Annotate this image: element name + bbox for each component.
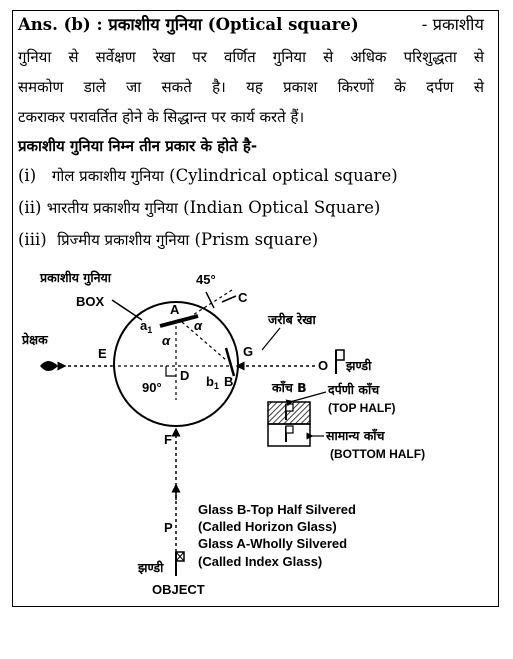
type-item-3: (iii) प्रिज्मीय प्रकाशीय गुनिया (Prism square) <box>18 230 319 249</box>
heading-line-1-rest: - प्रकाशीय <box>421 15 484 34</box>
horizon-glass-b <box>226 348 234 376</box>
types-subheading: प्रकाशीय गुनिया निम्न तीन प्रकार के होते है- <box>18 137 258 155</box>
point-p-label: P <box>164 520 173 535</box>
eye-icon <box>40 361 58 371</box>
point-a-label: A <box>170 302 180 317</box>
chain-line-leader <box>262 328 280 350</box>
type-item-2: (ii) भारतीय प्रकाशीय गुनिया (Indian Optical Square) <box>18 198 381 217</box>
answer-label: Ans. (b) : प्रकाशीय गुनिया (Optical square) <box>18 15 359 34</box>
point-g-label: G <box>243 344 254 359</box>
point-c-label: C <box>238 290 248 305</box>
point-b1-label: $b_1$ <box>206 374 219 391</box>
heading-line-2: गुनिया से सर्वेक्षण रेखा पर वर्णित गुनिया से अधिक परिशुद्धता से <box>18 48 484 66</box>
bottom-half-label: (BOTTOM HALF) <box>330 447 426 461</box>
angle-90-label: 90° <box>142 380 162 395</box>
point-e-label: E <box>98 346 107 361</box>
glass-b-flag-bottom <box>286 426 293 433</box>
glass-b-label: काँच B <box>272 380 307 395</box>
top-half-label: (TOP HALF) <box>328 401 396 415</box>
point-a1-label: $a_1$ <box>140 318 153 335</box>
object-label: OBJECT <box>152 582 205 597</box>
alpha-label-2: α <box>162 333 171 348</box>
ranging-rod-label-right: झण्डी <box>346 358 372 373</box>
right-angle-mark <box>166 366 176 376</box>
point-b-label: B <box>224 374 234 389</box>
box-hindi-label: प्रकाशीय गुनिया <box>40 270 111 285</box>
point-d-label: D <box>180 368 190 383</box>
ray-a-b <box>182 322 226 360</box>
note-line-4: (Called Index Glass) <box>198 554 323 569</box>
observer-label: प्रेक्षक <box>22 332 48 347</box>
note-line-2: (Called Horizon Glass) <box>198 519 337 534</box>
heading-line-4: टकराकर परावर्तित होने के सिद्धान्त पर कार्य करते हैं। <box>18 108 305 126</box>
index-glass-a <box>160 316 198 326</box>
type-item-1: (i) गोल प्रकाशीय गुनिया (Cylindrical optical square) <box>18 166 398 185</box>
mirror-glass-label: दर्पणी काँच <box>328 382 380 397</box>
angle-45-tick <box>206 292 214 308</box>
point-o-label: O <box>318 358 329 373</box>
box-leader-line <box>112 300 142 320</box>
note-line-1: Glass B-Top Half Silvered <box>198 502 356 517</box>
angle-45-label: 45° <box>196 272 216 287</box>
ranging-rod-icon <box>336 350 344 374</box>
point-f-label: F <box>164 432 172 447</box>
note-line-3: Glass A-Wholly Silvered <box>198 536 348 551</box>
object-ranging-rod-icon <box>176 552 184 576</box>
heading-line-3: समकोण डाले जा सकते है। यह प्रकाश किरणों के दर्पण से <box>18 78 484 96</box>
normal-glass-label: सामान्य काँच <box>326 428 385 443</box>
chain-line-label: जरीब रेखा <box>268 312 316 327</box>
alpha-label-1: α <box>194 318 203 333</box>
glass-b-flag-top <box>286 404 293 411</box>
c-tick <box>222 296 236 302</box>
ranging-rod-label-object: झण्डी <box>138 560 164 575</box>
box-label: BOX <box>76 294 105 309</box>
